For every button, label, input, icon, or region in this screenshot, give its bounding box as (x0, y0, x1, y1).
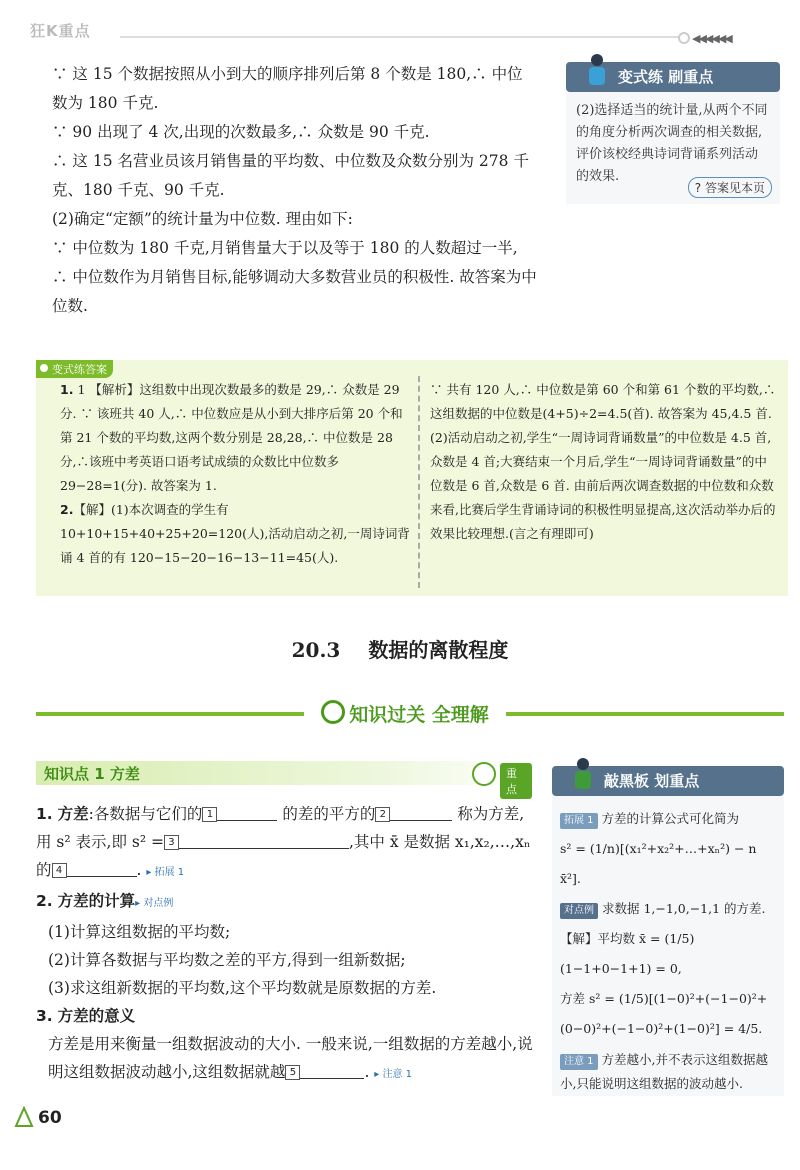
answer-1 (60, 378, 410, 498)
side-keypoint-header (552, 766, 784, 796)
header-rule (120, 36, 680, 38)
caution-pill: 注意 1 (560, 1054, 598, 1070)
extension-pill: 拓展 1 (560, 813, 598, 829)
section-title-text: 数据的离散程度 (368, 638, 509, 662)
page-marker-icon (14, 1106, 34, 1130)
caution-note (560, 1048, 776, 1096)
answer-box (36, 360, 788, 596)
key-point-badge: 重点 (500, 763, 532, 799)
example-link[interactable]: ▸ 对点例 (135, 898, 174, 909)
blank-number: 4 (52, 863, 67, 878)
variance-formula: s² = (1/n)[(x₁²+x₂²+…+xₙ²) − n x̄²]. (560, 841, 757, 886)
fill-blank[interactable] (390, 805, 452, 821)
extension-link[interactable]: ▸ 拓展 1 (146, 867, 185, 878)
meaning-text: 方差是用来衡量一组数据波动的大小. 一般来说,一组数据的方差越小,说明这组数据波动越小,这组数据就越 5 . ▸ 注意 1 (48, 1035, 533, 1081)
solution-continuation (52, 60, 538, 321)
answer-text: 1 【解析】这组数中出现次数最多的数是 29,∴ 众数是 29 分. ∵ 该班共 40 人,∴ 中位数应是从小到大排序后第 20 个和第 21 个数的平均数,这两个数分别是 28,28,∴ 中位数是 28 分,∴该班中考英语口语考试成绩的众数比中位数多 29−28=1(分). 故答案为 1. (60, 382, 403, 493)
text-line: (2)确定“定额”的统计量为中位数. 理由如下: (52, 210, 353, 228)
teacher-icon (570, 756, 596, 792)
item-text: 方差是用来衡量一组数据波动的大小. 一般来说,一组数据的方差越小,说明这组数据波动越小,这组数据就越 (48, 1035, 533, 1081)
item-variance-definition: 1. 方差:各数据与它们的 1 的差的平方的 2 称为方差,用 s² 表示,即 s² = 3 ,其中 x̄ 是数据 x₁,x₂,…,xₙ 的 4 . ▸ 拓展 1 (36, 805, 531, 879)
section-title (0, 634, 800, 663)
example-text: 求数据 1,−1,0,−1,1 的方差. (601, 901, 766, 916)
fill-blank[interactable] (217, 805, 277, 821)
answer-right-column (430, 378, 778, 546)
answer-number: 2. (60, 502, 74, 517)
header-logo (30, 20, 91, 41)
blank-number: 1 (202, 807, 217, 822)
header-arrows-icon: ◀◀◀◀◀◀ (692, 32, 731, 45)
fill-blank[interactable] (67, 861, 137, 877)
logo-text: 狂K重点 (30, 22, 91, 40)
text-line: ∵ 中位数为 180 千克,月销售量大于以及等于 180 的人数超过一半, (52, 239, 518, 257)
extension-text: 方差的计算公式可化简为 (601, 811, 740, 826)
side-practice-title: 变式练 刷重点 (618, 68, 714, 86)
banner-text: 知识过关 全理解 (349, 704, 489, 726)
text-line: ∴ 这 15 名营业员该月销售量的平均数、中位数及众数分别为 278 千克、180 千克、90 千克. (52, 152, 529, 199)
item-title: 方差 (57, 805, 89, 823)
knowledge-point-title: 知识点 1 方差 (44, 765, 140, 783)
fill-blank[interactable] (179, 833, 349, 849)
target-icon (472, 762, 496, 786)
side-keypoint-title: 敲黑板 划重点 (604, 772, 700, 790)
item-variance-meaning (36, 1002, 536, 1030)
header-dot-icon (678, 32, 690, 44)
swirl-icon (321, 700, 345, 724)
knowledge-point-header (36, 761, 532, 796)
example-note (560, 894, 776, 924)
item-text: ,其中 x̄ 是数据 x₁,x₂,…,xₙ 的 (36, 833, 531, 879)
answer-ref-badge: ? 答案见本页 (688, 177, 772, 198)
knowledge-content (36, 800, 536, 1089)
page-number: 60 (38, 1108, 62, 1128)
student-icon (584, 52, 610, 88)
item-variance-calc (36, 887, 536, 918)
banner-rule-right (506, 712, 784, 716)
solution-line: 方差 s² = (1/5)[(1−0)²+(−1−0)²+(0−0)²+(−1−0)²+(1−0)²] = 4/5. (560, 991, 768, 1036)
caution-text: 方差越小,并不表示这组数据越小,只能说明这组数据的波动越小. (560, 1052, 769, 1091)
example-pill: 对点例 (560, 903, 598, 919)
text-line: ∵ 这 15 个数据按照从小到大的顺序排列后第 8 个数是 180,∴ 中位数为 180 千克. (52, 65, 523, 112)
answer-number: 1. (60, 382, 74, 397)
item-number: 2. (36, 892, 53, 910)
text-line: ∴ 中位数作为月销售目标,能够调动大多数营业员的积极性. 故答案为中位数. (52, 268, 537, 315)
note-link[interactable]: ▸ 注意 1 (374, 1069, 413, 1080)
calc-step: (2)计算各数据与平均数之差的平方,得到一组新数据; (48, 951, 406, 969)
answer-text: ∵ 共有 120 人,∴ 中位数是第 60 个和第 61 个数的平均数,∴ 这组数据的中位数是(4+5)÷2=4.5(首). 故答案为 45,4.5 首. (430, 382, 776, 421)
item-title: 方差的计算 (57, 892, 136, 910)
banner-rule-left (36, 712, 304, 716)
answer-2 (60, 498, 410, 570)
answer-text: (2)活动启动之初,学生“一周诗词背诵数量”的中位数是 4.5 首,众数是 4 首;大赛结束一个月后,学生“一周诗词背诵数量”的中位数是 6 首,众数是 6 首. 由前后两次调查数据的中位数和众数来看,比赛后学生背诵诗词的积极性明显提高,这次活动举办后的效果比较理想.(言之有理即可) (430, 430, 776, 541)
item-number: 1. (36, 805, 53, 823)
text-line: ∵ 90 出现了 4 次,出现的次数最多,∴ 众数是 90 千克. (52, 123, 430, 141)
item-text: 称为方差,用 s² 表示,即 s² = (36, 805, 525, 851)
fill-blank[interactable] (300, 1063, 364, 1079)
extension-note (560, 804, 776, 834)
blank-number: 3 (164, 835, 179, 850)
side-keypoint-text (552, 796, 784, 1096)
section-number: 20.3 (291, 638, 341, 662)
item-text: 的差的平方的 (282, 805, 376, 823)
side-practice-box (566, 62, 780, 204)
side-practice-text: (2)选择适当的统计量,从两个不同的角度分析两次调查的相关数据,评价该校经典诗词背诵系列活动的效果. (576, 103, 768, 184)
item-number: 3. (36, 1007, 53, 1025)
item-title: 方差的意义 (57, 1007, 136, 1025)
answer-divider (418, 376, 420, 588)
answer-text: 【解】(1)本次调查的学生有 10+10+15+40+25+20=120(人),活动启动之初,一周诗词背诵 4 首的有 120−15−20−16−13−11=45(人). (60, 502, 410, 565)
blank-number: 2 (375, 807, 390, 822)
blank-number: 5 (285, 1065, 300, 1080)
answer-ref-label: 答案见本页 (704, 181, 765, 195)
side-practice-header (566, 62, 780, 92)
banner (310, 700, 500, 727)
answer-tag: 变式练答案 (36, 360, 113, 378)
item-text: :各数据与它们的 (88, 805, 203, 823)
calc-step: (3)求这组新数据的平均数,这个平均数就是原数据的方差. (48, 979, 437, 997)
answer-left-column (60, 378, 410, 570)
calc-step: (1)计算这组数据的平均数; (48, 923, 231, 941)
solution-line: 【解】平均数 x̄ = (1/5)(1−1+0−1+1) = 0, (560, 931, 695, 976)
side-keypoint-box (552, 766, 784, 1096)
